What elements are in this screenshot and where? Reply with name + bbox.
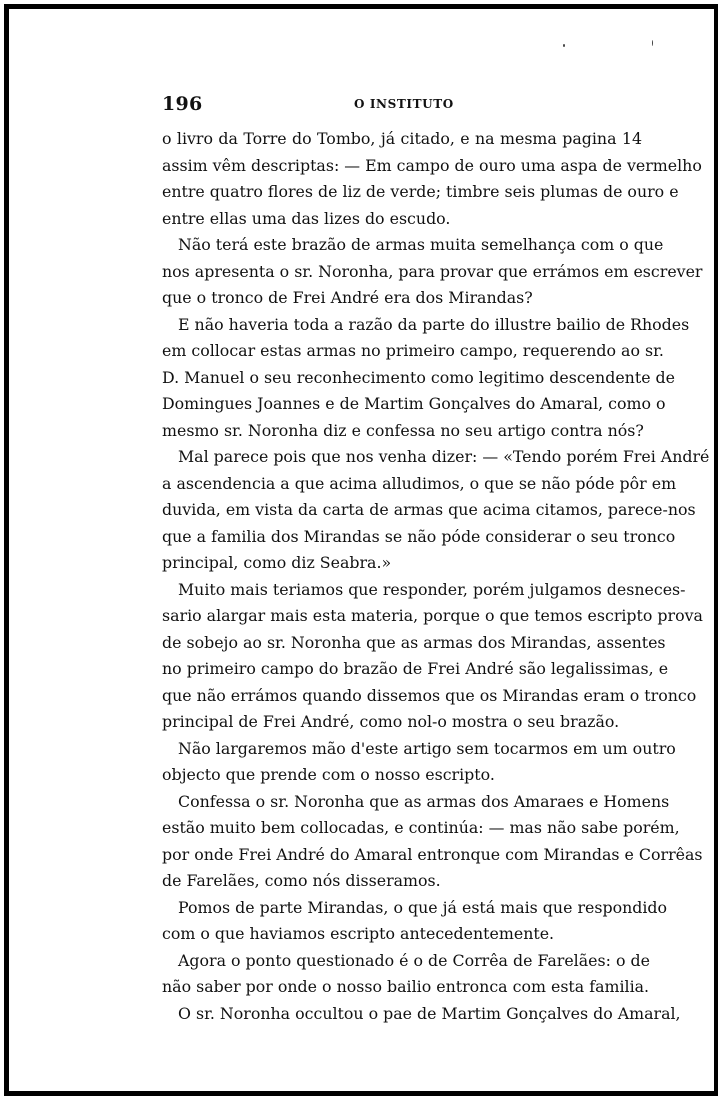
text-line: O sr. Noronha occultou o pae de Martim Gonçalves do Amaral,	[178, 1003, 681, 1023]
text-line: objecto que prende com o nosso escripto.	[162, 765, 495, 784]
text-line: em collocar estas armas no primeiro campo, requerendo ao sr.	[162, 341, 664, 360]
text-line: a ascendencia a que acima alludimos, o que se não póde pôr em	[162, 473, 677, 493]
text-line: não saber por onde o nosso bailio entronca com esta familia.	[162, 977, 650, 996]
text-line: no primeiro campo do brazão de Frei André são legalissimas, e	[162, 659, 669, 678]
text-line: mesmo sr. Noronha diz e confessa no seu artigo contra nós?	[162, 420, 644, 440]
text-line: E não haveria toda a razão da parte do illustre bailio de Rhodes	[178, 314, 690, 334]
text-line: principal, como diz Seabra.»	[162, 553, 392, 572]
text-line: que a familia dos Mirandas se não póde considerar o seu tronco	[162, 526, 676, 546]
text-line: que não errámos quando dissemos que os Mirandas eram o tronco	[162, 685, 697, 705]
text-line: o livro da Torre do Tombo, já citado, e na mesma pagina 14	[162, 129, 642, 148]
scan-speck	[563, 44, 565, 47]
text-line: por onde Frei André do Amaral entronque com Mirandas e Corrêas	[162, 844, 703, 864]
page-header	[162, 93, 642, 117]
text-line: com o que haviamos escripto antecedentemente.	[162, 924, 555, 943]
text-line: assim vêm descriptas: — Em campo de ouro uma aspa de vermelho	[162, 155, 702, 175]
text-line: entre quatro flores de liz de verde; timbre seis plumas de ouro e	[162, 182, 679, 201]
text-line: de Farelães, como nós disseramos.	[162, 871, 441, 890]
text-line: entre ellas uma das lizes do escudo.	[162, 208, 451, 228]
text-line: Pomos de parte Mirandas, o que já está mais que respondido	[178, 897, 668, 917]
text-line: D. Manuel o seu reconhecimento como legitimo descendente de	[162, 367, 676, 387]
running-title: O INSTITUTO	[354, 97, 454, 111]
text-line: sario alargar mais esta materia, porque o que temos escripto prova	[162, 606, 703, 625]
body-text	[162, 126, 710, 1027]
text-line: Mal parece pois que nos venha dizer: — «Tendo porém Frei André	[178, 447, 710, 466]
text-line: Domingues Joannes e de Martim Gonçalves do Amaral, como o	[162, 394, 666, 413]
text-line: duvida, em vista da carta de armas que acima citamos, parece-nos	[162, 500, 696, 519]
page-number: 196	[162, 93, 203, 115]
text-line: Muito mais teriamos que responder, porém julgamos desneces-	[178, 579, 686, 599]
text-line: principal de Frei André, como nol-o mostra o seu brazão.	[162, 712, 620, 731]
text-line: de sobejo ao sr. Noronha que as armas dos Mirandas, assentes	[162, 632, 666, 652]
scan-speck	[652, 40, 653, 46]
text-line: Confessa o sr. Noronha que as armas dos Amaraes e Homens	[178, 791, 670, 811]
text-line: Agora o ponto questionado é o de Corrêa de Farelães: o de	[178, 950, 650, 970]
text-line: Não largaremos mão d'este artigo sem tocarmos em um outro	[178, 738, 676, 758]
text-line: que o tronco de Frei André era dos Mirandas?	[162, 288, 533, 307]
text-line: estão muito bem collocadas, e continúa: — mas não sabe porém,	[162, 818, 680, 837]
text-line: Não terá este brazão de armas muita semelhança com o que	[178, 235, 664, 254]
text-line: nos apresenta o sr. Noronha, para provar que errámos em escrever	[162, 261, 703, 281]
